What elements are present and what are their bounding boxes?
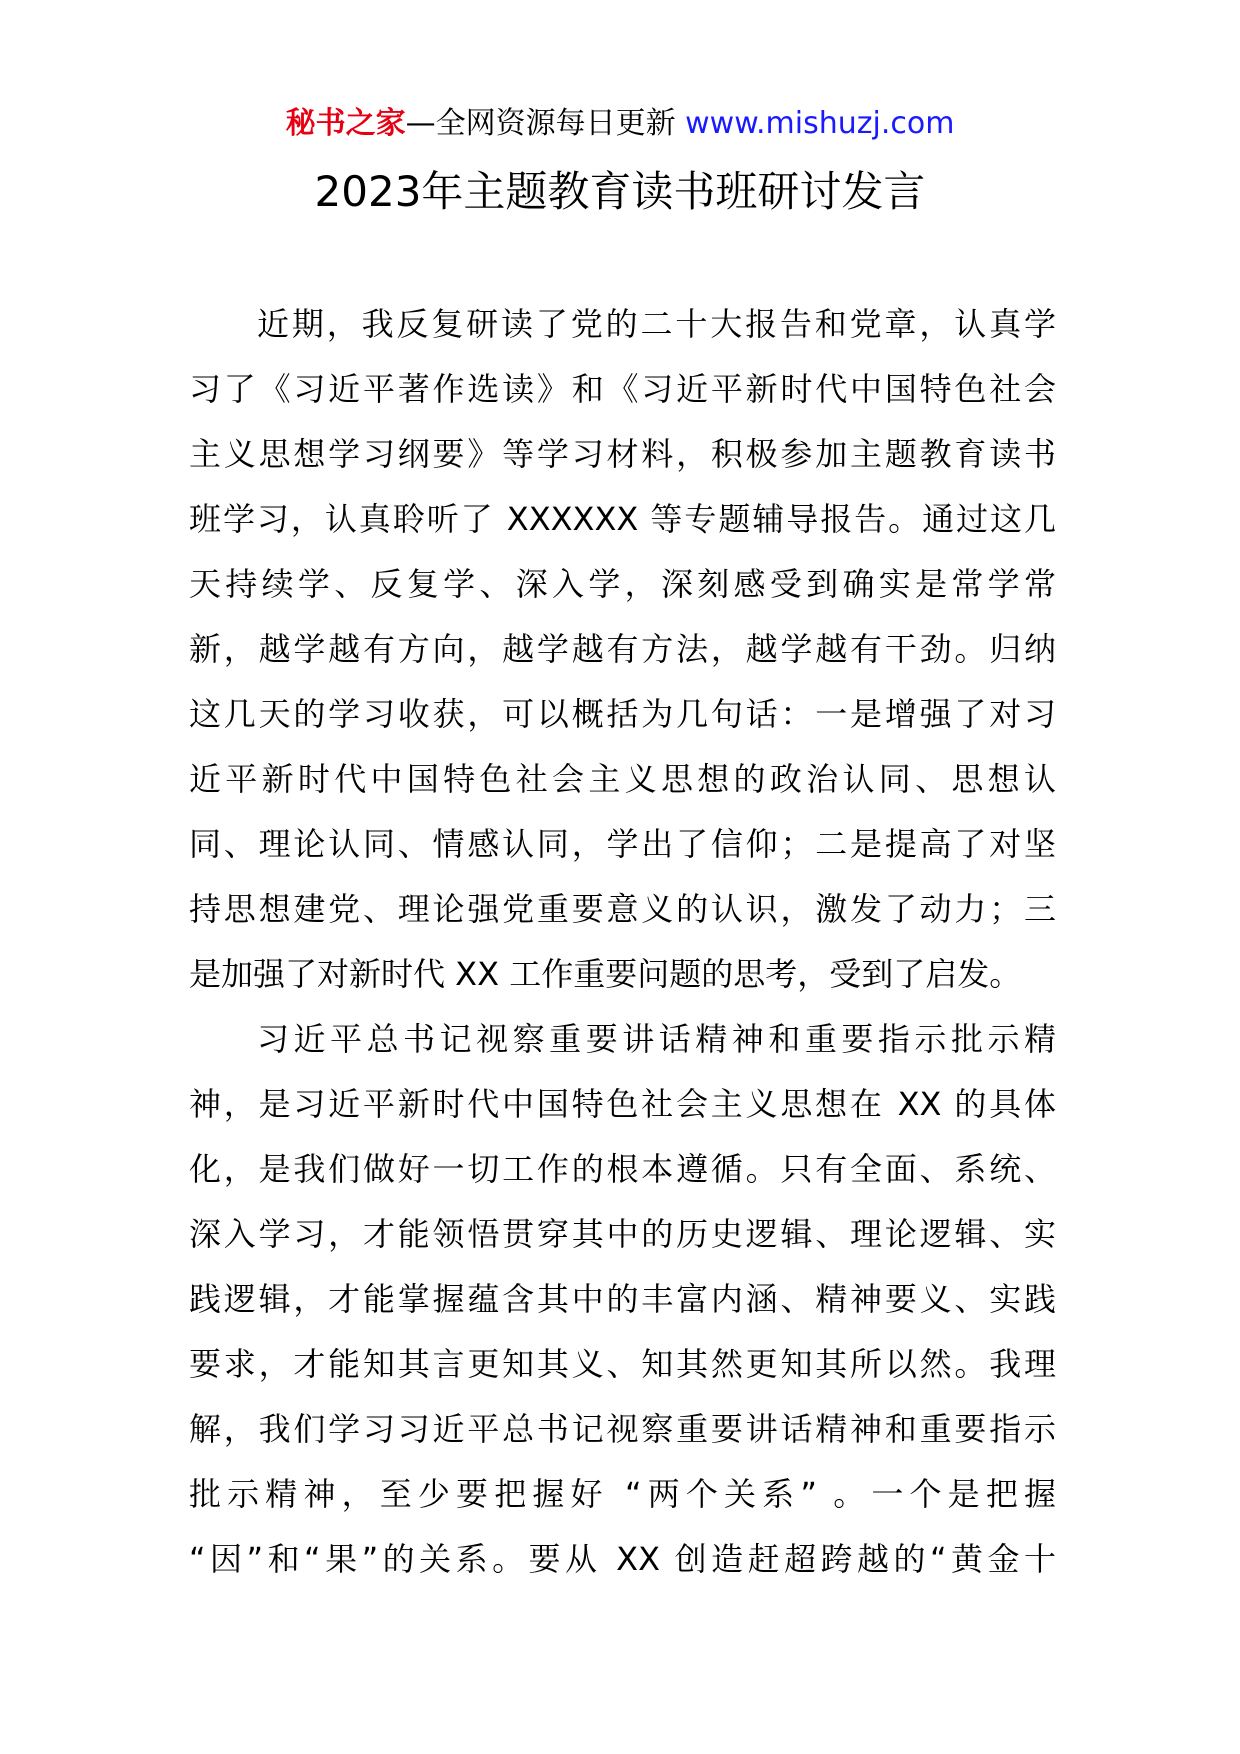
paragraph-1-line-9: 同、理论认同、情感认同，学出了信仰；二是提高了对坚 — [189, 825, 1056, 863]
paragraph-2-line-7: 解，我们学习习近平总书记视察重要讲话精神和重要指示 — [189, 1410, 1056, 1448]
paragraph-2-line-8: 批示精神，至少要把握好 “两个关系” 。一个是把握 — [189, 1475, 1056, 1513]
paragraph-2-line-1: 习近平总书记视察重要讲话精神和重要指示批示精 — [257, 1020, 1056, 1058]
site-header — [0, 100, 1240, 148]
site-slogan: —全网资源每日更新 — [405, 106, 676, 141]
paragraph-2-line-6: 要求，才能知其言更知其义、知其然更知其所以然。我理 — [189, 1345, 1056, 1383]
paragraph-2-line-2: 神，是习近平新时代中国特色社会主义思想在 XX 的具体 — [189, 1085, 1056, 1123]
paragraph-1-line-3: 主义思想学习纲要》等学习材料，积极参加主题教育读书 — [189, 435, 1056, 473]
document-title: 2023年主题教育读书班研讨发言 — [314, 167, 926, 216]
paragraph-1-line-11: 是加强了对新时代 XX 工作重要问题的思考，受到了启发。 — [189, 955, 1022, 993]
paragraph-1-line-7: 这几天的学习收获，可以概括为几句话：一是增强了对习 — [189, 695, 1056, 733]
paragraph-2-line-4: 深入学习，才能领悟贯穿其中的历史逻辑、理论逻辑、实 — [189, 1215, 1056, 1253]
paragraph-2-line-5: 践逻辑，才能掌握蕴含其中的丰富内涵、精神要义、实践 — [189, 1280, 1056, 1318]
site-url-link[interactable]: www.mishuzj.com — [685, 106, 955, 141]
paragraph-1-line-5: 天持续学、反复学、深入学，深刻感受到确实是常学常 — [189, 565, 1056, 603]
paragraph-1-line-6: 新，越学越有方向，越学越有方法，越学越有干劲。归纳 — [189, 630, 1056, 668]
paragraph-1-line-4: 班学习，认真聆听了 XXXXXX 等专题辅导报告。通过这几 — [189, 500, 1056, 538]
document-body — [189, 292, 1056, 1592]
paragraph-1-line-8: 近平新时代中国特色社会主义思想的政治认同、思想认 — [189, 760, 1056, 798]
site-brand: 秘书之家 — [285, 106, 406, 141]
paragraph-1-line-10: 持思想建党、理论强党重要意义的认识，激发了动力；三 — [189, 890, 1056, 928]
paragraph-2-line-3: 化，是我们做好一切工作的根本遵循。只有全面、系统、 — [189, 1150, 1056, 1188]
paragraph-2-line-9: “因”和“果”的关系。要从 XX 创造赶超跨越的“黄金十 — [189, 1540, 1056, 1578]
paragraph-1-line-2: 习了《习近平著作选读》和《习近平新时代中国特色社会 — [189, 370, 1056, 408]
paragraph-1-line-1: 近期，我反复研读了党的二十大报告和党章，认真学 — [257, 305, 1056, 343]
